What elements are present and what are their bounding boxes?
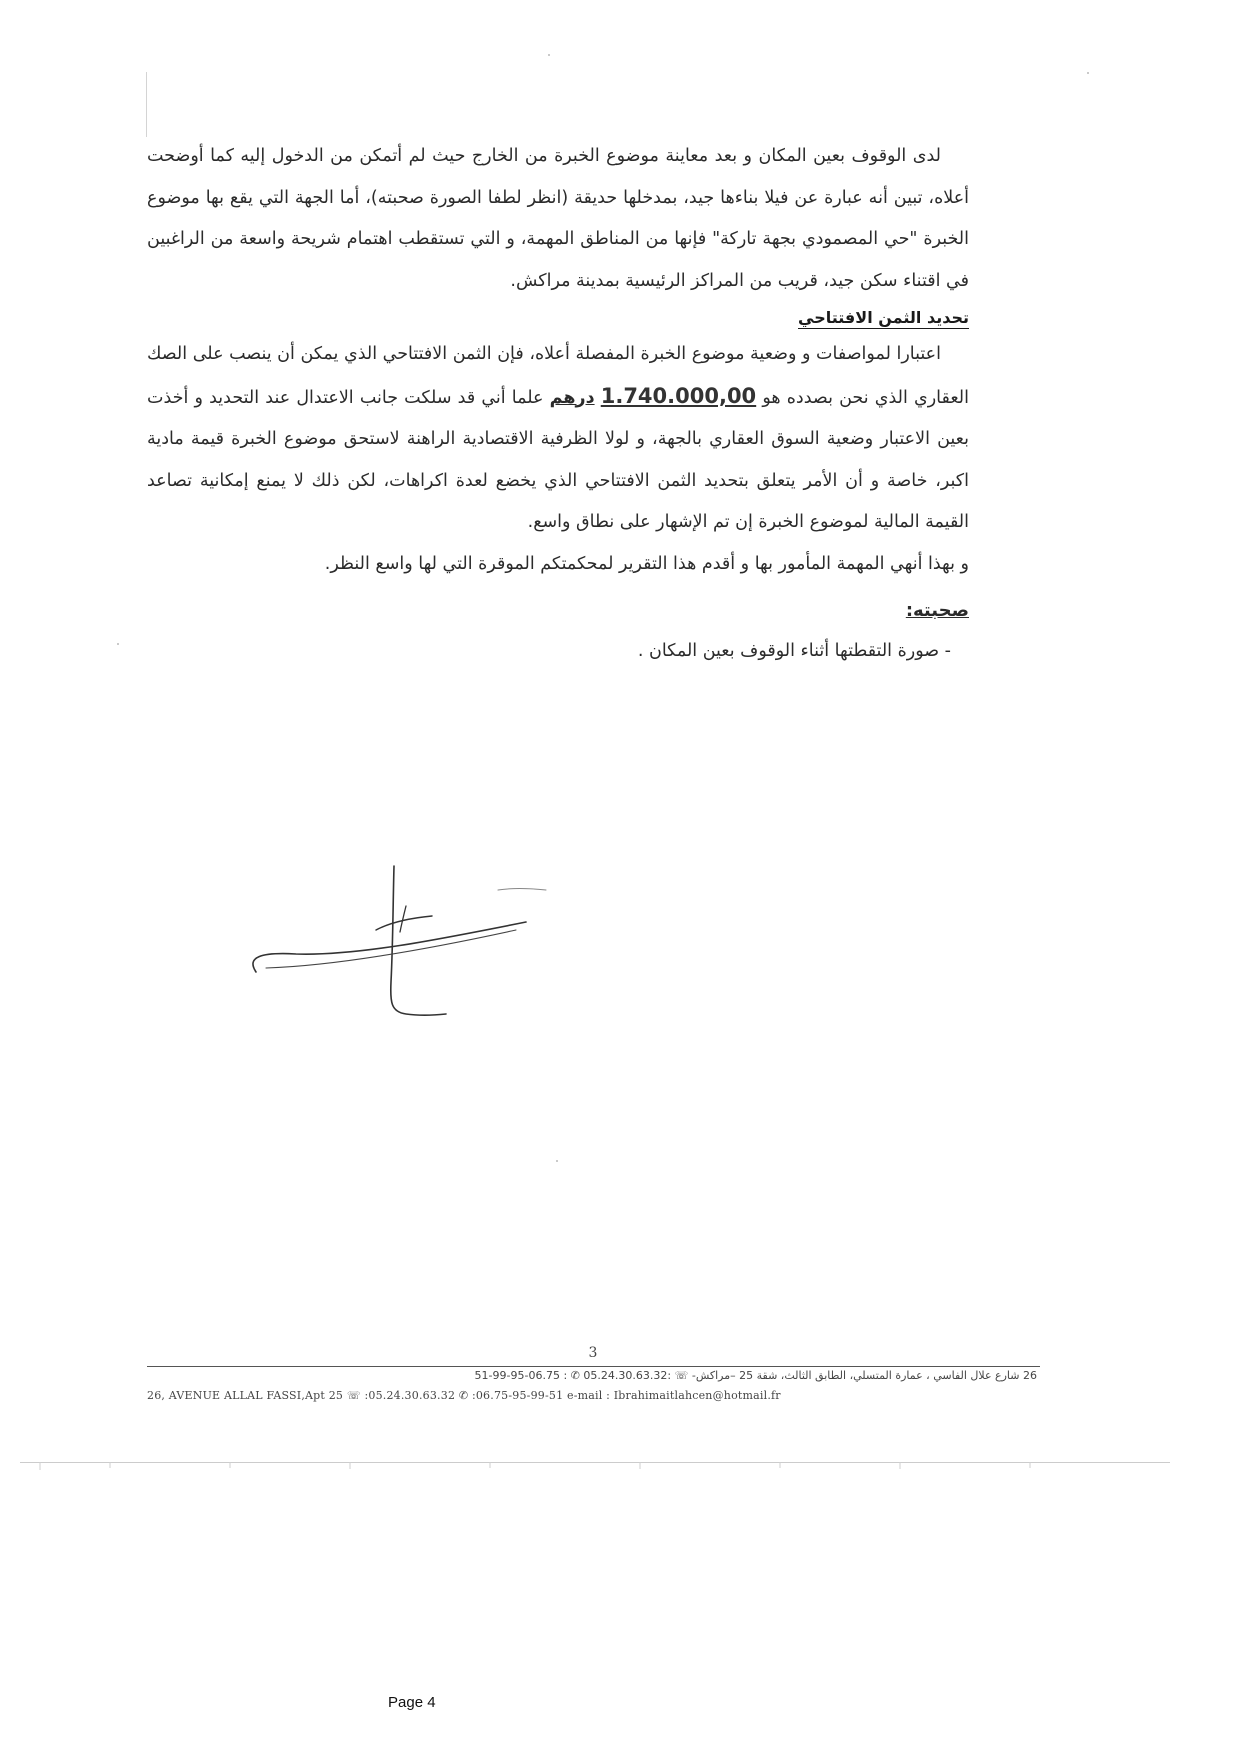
footer-address-arabic: 26 شارع علال الفاسي ، عمارة المتسلي، الطابق الثالث، شقة 25 –مراكش- ☏ :05.24.30.63.32 ✆ : 06.75-95-99-51 [474,1369,1037,1382]
opening-price-unit: درهم [549,387,595,408]
scan-speck [1087,72,1089,74]
opening-price-value: 1.740.000,00 [600,383,757,408]
footer-divider [147,1366,1040,1367]
scan-speck [548,54,550,56]
attachment-item: - صورة التقطتها أثناء الوقوف بعين المكان . [637,641,951,661]
left-margin-line [146,72,147,137]
paragraph-site-inspection: لدى الوقوف بعين المكان و بعد معاينة موضوع الخبرة من الخارج حيث لم أتمكن من الدخول إليه كما أوضحت أعلاه، تبين أنه عبارة عن فيلا بناءها جيد، بمدخلها حديقة (انظر لطفا الصورة صحبته)، أما الجهة التي يقع بها موضوع الخبرة "حي المصمودي بجهة تاركة" فإنها من المناطق المهمة، و التي تستقطب اهتمام شريحة واسعة من الراغبين في اقتناء سكن جيد، قريب من المراكز الرئيسية بمدينة مراكش. [147,146,969,291]
scan-speck [117,643,119,645]
report-body [147,136,969,671]
opening-price-justification: علما أني قد سلكت جانب الاعتدال عند التحديد و أخذت بعين الاعتبار وضعية السوق العقاري بالجهة، و لولا الظرفية الاقتصادية الراهنة لاستحق موضوع الخبرة قيمة مادية اكبر، خاصة و أن الأمر يتعلق بتحديد الثمن الافتتاحي الذي يخضع لعدة اكراهات، لكن ذلك لا يمنع إمكانية تصاعد القيمة المالية لموضوع الخبرة إن تم الإشهار على نطاق واسع. [147,387,969,532]
scan-edge-marks [20,1462,1170,1472]
scan-speck [556,1160,558,1162]
page-number: 3 [588,1345,598,1361]
opening-price-intro: اعتبارا لمواصفات و وضعية موضوع الخبرة المفصلة أعلاه، فإن الثمن الافتتاحي الذي يمكن أن ينصب على الصك العقاري الذي نحن بصدده هو [147,344,969,408]
paragraph-opening-price [147,334,969,544]
footer-address-latin: 26, AVENUE ALLAL FASSI,Apt 25 ☏ :05.24.30.63.32 ✆ :06.75-95-99-51 e-mail : Ibrahimaitlahcen@hotmail.fr [147,1389,781,1402]
paragraph-conclusion: و بهذا أنهي المهمة المأمور بها و أقدم هذا التقرير لمحكمتكم الموقرة التي لها واسع النظر. [324,553,969,574]
handwritten-signature [236,862,566,1022]
viewer-page-label: Page 4 [388,1694,436,1711]
heading-opening-price: تحديد الثمن الافتتاحي [798,308,969,327]
attachments-heading: صحبته: [905,600,969,621]
